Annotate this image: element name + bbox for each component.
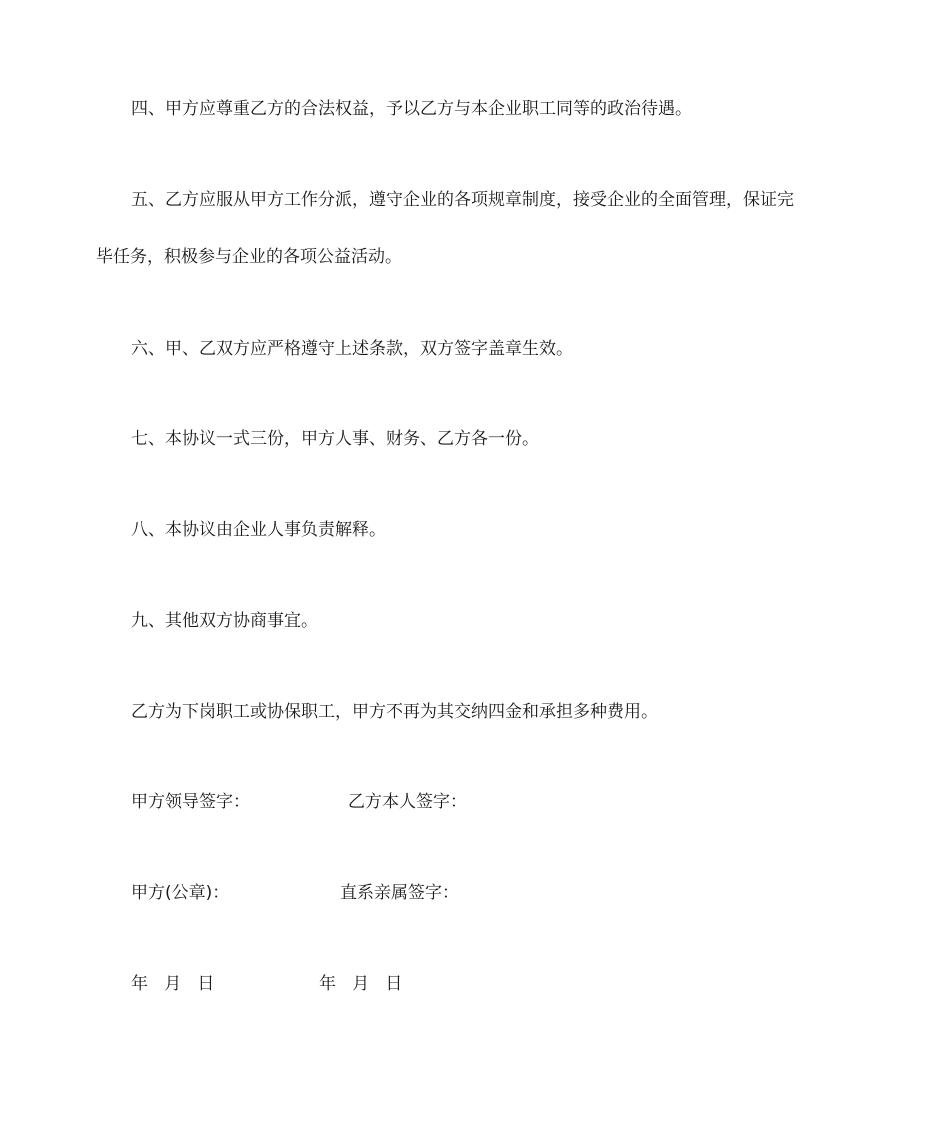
relative-signature-label: 直系亲属签字： bbox=[340, 883, 459, 903]
clause-8: 八、本协议由企业人事负责解释。 bbox=[131, 520, 386, 540]
clause-6: 六、甲、乙双方应严格遵守上述条款，双方签字盖章生效。 bbox=[131, 339, 573, 359]
date-right: 年 月 日 bbox=[319, 974, 403, 994]
date-left: 年 月 日 bbox=[131, 974, 215, 994]
clause-5-line-1: 五、乙方应服从甲方工作分派，遵守企业的各项规章制度，接受企业的全面管理，保证完 bbox=[131, 190, 794, 210]
clause-9: 九、其他双方协商事宜。 bbox=[131, 611, 318, 631]
party-b-self-signature-label: 乙方本人签字： bbox=[348, 792, 467, 812]
party-a-leader-signature-label: 甲方领导签字： bbox=[131, 792, 250, 812]
party-a-seal-label: 甲方(公章)： bbox=[131, 883, 230, 903]
clause-7: 七、本协议一式三份，甲方人事、财务、乙方各一份。 bbox=[131, 429, 539, 449]
clause-5-line-2: 毕任务，积极参与企业的各项公益活动。 bbox=[96, 247, 402, 267]
clause-4: 四、甲方应尊重乙方的合法权益，予以乙方与本企业职工同等的政治待遇。 bbox=[131, 99, 692, 119]
note-laid-off-worker: 乙方为下岗职工或协保职工，甲方不再为其交纳四金和承担多种费用。 bbox=[131, 702, 658, 722]
